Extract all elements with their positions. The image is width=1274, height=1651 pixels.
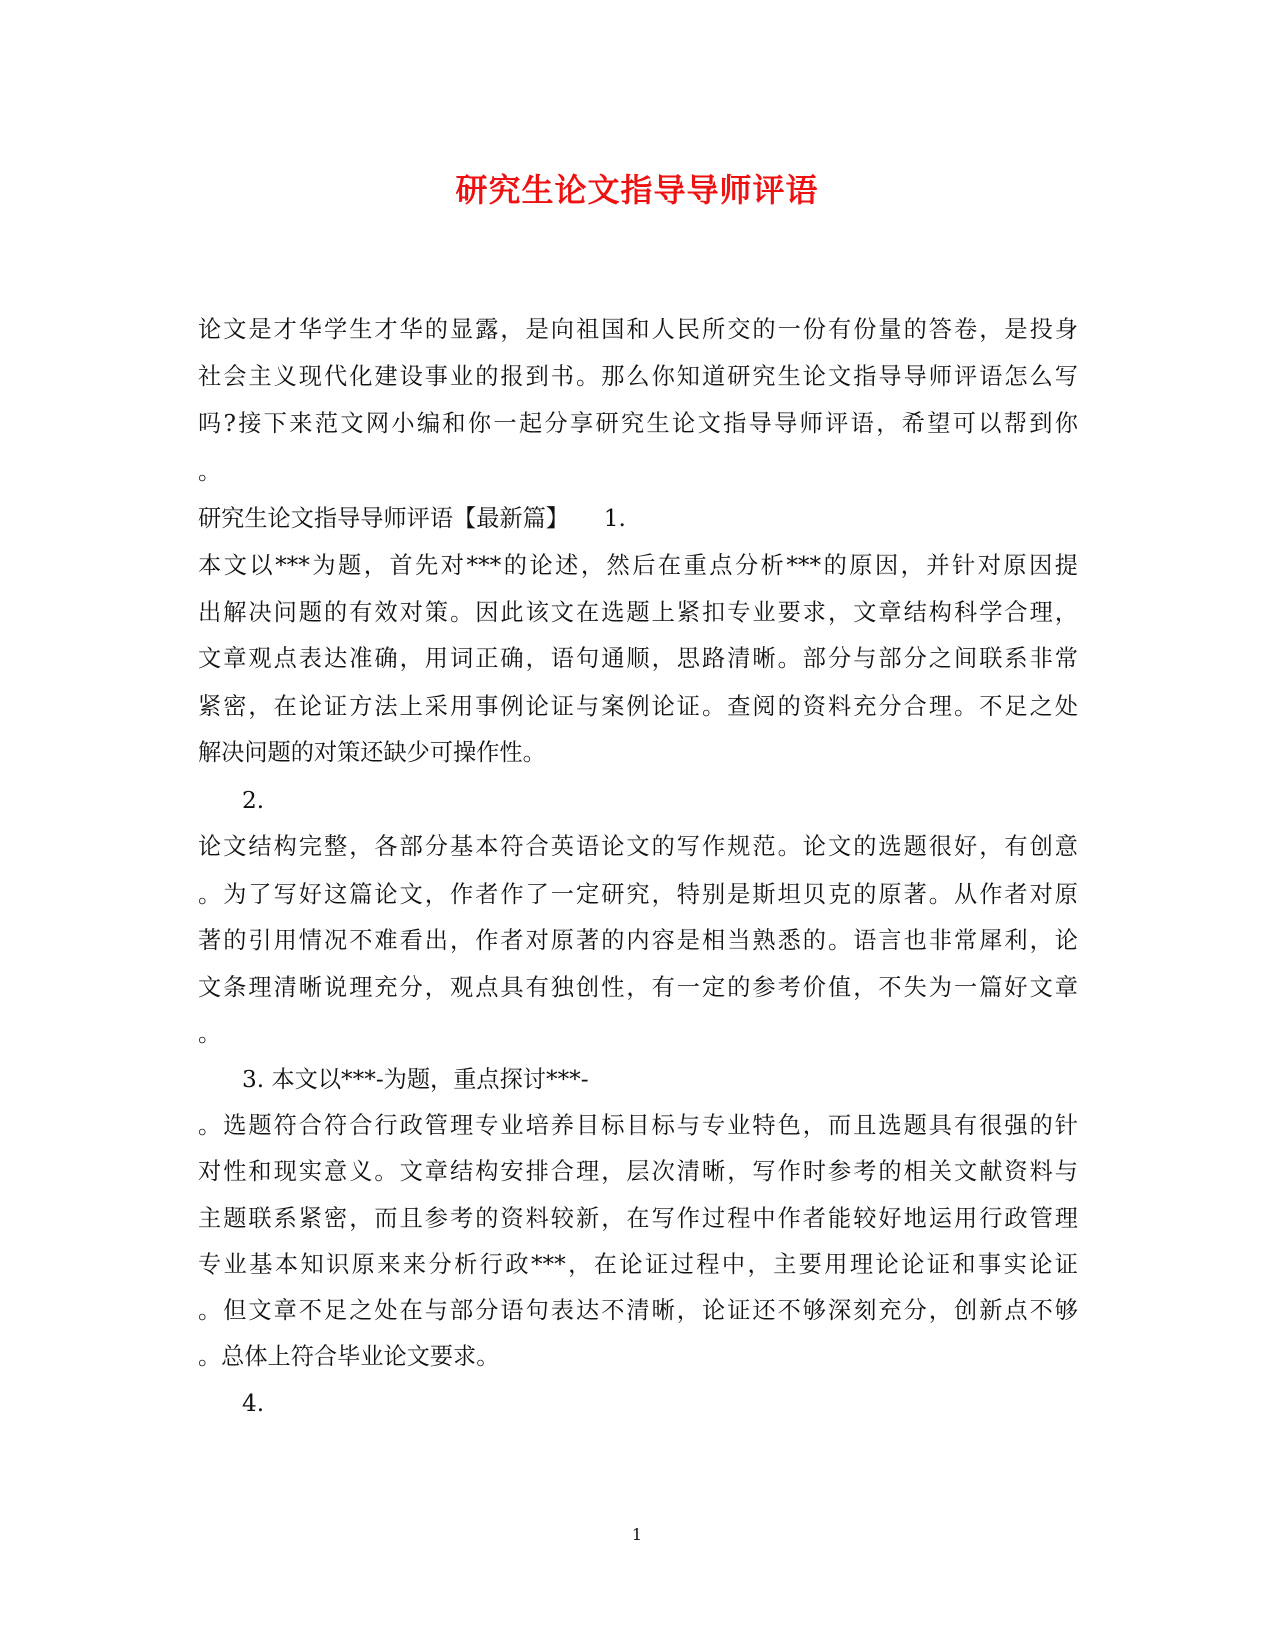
paragraph-line: 文章观点表达准确，用词正确，语句通顺，思路清晰。部分与部分之间联系非常 — [198, 645, 1078, 672]
item-number: 4. — [242, 1390, 265, 1417]
paragraph-line: 本文以***为题，首先对***的论述，然后在重点分析***的原因，并针对原因提 — [198, 552, 1078, 579]
paragraph-line: 论文是才华学生才华的显露，是向祖国和人民所交的一份有份量的答卷，是投身 — [198, 316, 1078, 343]
page-number: 1 — [631, 1525, 643, 1544]
paragraph-line: 论文结构完整，各部分基本符合英语论文的写作规范。论文的选题很好，有创意 — [198, 833, 1078, 860]
paragraph-line: 社会主义现代化建设事业的报到书。那么你知道研究生论文指导导师评语怎么写 — [198, 363, 1078, 390]
paragraph-line: 著的引用情况不难看出，作者对原著的内容是相当熟悉的。语言也非常犀利，论 — [198, 927, 1078, 954]
document-title: 研究生论文指导导师评语 — [455, 171, 819, 209]
section-heading: 研究生论文指导导师评语【最新篇】 1. — [198, 505, 626, 532]
paragraph-line: 。总体上符合毕业论文要求。 — [198, 1343, 500, 1370]
paragraph-line: 。 — [198, 458, 222, 485]
paragraph-line: 对性和现实意义。文章结构安排合理，层次清晰，写作时参考的相关文献资料与 — [198, 1158, 1078, 1185]
item-number: 3. 本文以***-为题，重点探讨***- — [242, 1066, 589, 1093]
paragraph-line: 。但文章不足之处在与部分语句表达不清晰，论证还不够深刻充分，创新点不够 — [198, 1297, 1078, 1324]
item-number: 2. — [242, 787, 265, 814]
paragraph-line: 出解决问题的有效对策。因此该文在选题上紧扣专业要求，文章结构科学合理， — [198, 599, 1078, 626]
paragraph-line: 。 — [198, 1020, 222, 1047]
paragraph-line: 吗?接下来范文网小编和你一起分享研究生论文指导导师评语，希望可以帮到你 — [198, 410, 1078, 437]
paragraph-line: 。选题符合符合行政管理专业培养目标目标与专业特色，而且选题具有很强的针 — [198, 1112, 1078, 1139]
paragraph-line: 。为了写好这篇论文，作者作了一定研究，特别是斯坦贝克的原著。从作者对原 — [198, 881, 1078, 908]
paragraph-line: 解决问题的对策还缺少可操作性。 — [198, 739, 546, 766]
paragraph-line: 主题联系紧密，而且参考的资料较新，在写作过程中作者能较好地运用行政管理 — [198, 1205, 1078, 1232]
paragraph-line: 文条理清晰说理充分，观点具有独创性，有一定的参考价值，不失为一篇好文章 — [198, 974, 1078, 1001]
paragraph-line: 专业基本知识原来来分析行政***，在论证过程中，主要用理论论证和事实论证 — [198, 1251, 1078, 1278]
paragraph-line: 紧密，在论证方法上采用事例论证与案例论证。查阅的资料充分合理。不足之处 — [198, 693, 1078, 720]
